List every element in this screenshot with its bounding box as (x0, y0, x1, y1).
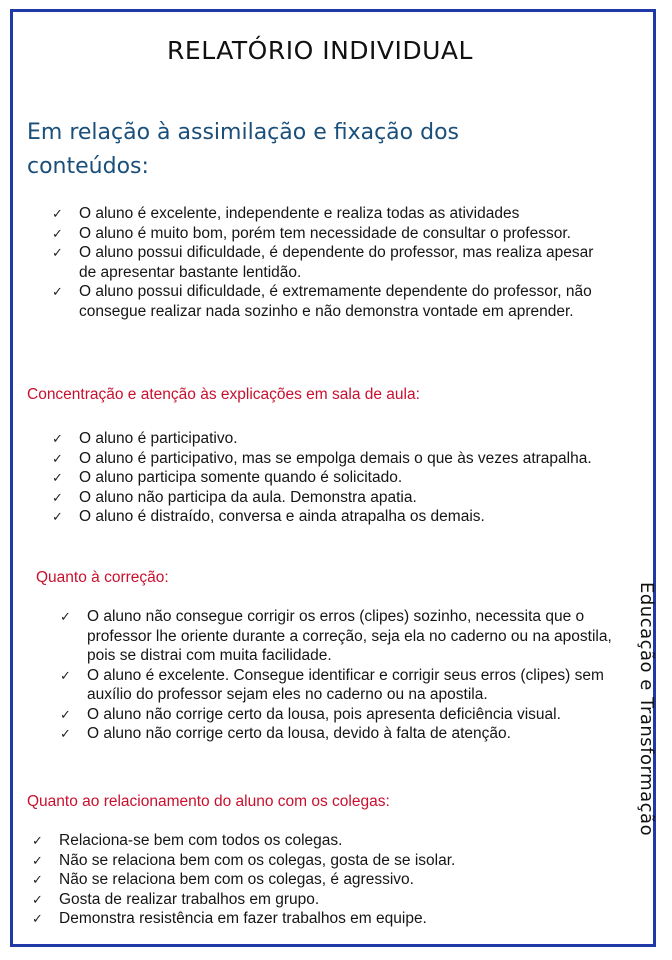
checkmark-icon: ✓ (32, 911, 43, 926)
checkmark-icon: ✓ (52, 225, 63, 241)
checkmark-icon: ✓ (52, 206, 63, 221)
list-item: ✓ O aluno é excelente, independente e realiza todas as atividades (52, 205, 520, 222)
checkmark-icon: ✓ (52, 284, 63, 299)
relationship-list (32, 831, 612, 929)
list-item: ✓ O aluno não consegue corrigir os erros (clipes) sozinho, necessita que o professor lhe oriente durante a correção, seja ela no caderno ou na apostila, pois se distrai com muita facilidade. (60, 608, 612, 664)
list-item: ✓ Não se relaciona bem com os colegas, é agressivo. (32, 871, 414, 888)
assimilation-list (52, 204, 612, 321)
list-item: ✓ Demonstra resistência em fazer trabalhos em equipe. (32, 910, 427, 927)
checkmark-icon: ✓ (32, 872, 43, 887)
side-watermark-text: Educação e Transformação (636, 582, 657, 837)
list-item: ✓ O aluno é muito bom, porém tem necessidade de consultar o professor. (52, 224, 571, 242)
checkmark-icon: ✓ (32, 852, 43, 868)
checkmark-icon: ✓ (52, 470, 63, 485)
section-heading-correction: Quanto à correção: (36, 569, 169, 586)
intro-heading: Em relação à assimilação e fixação dos conteúdos: (27, 120, 460, 179)
checkmark-icon: ✓ (60, 609, 71, 624)
checkmark-icon: ✓ (52, 509, 63, 524)
checkmark-icon: ✓ (52, 489, 63, 505)
list-item: ✓ O aluno é distraído, conversa e ainda atrapalha os demais. (52, 508, 485, 525)
list-item: ✓ O aluno possui dificuldade, é extremamente dependente do professor, não consegue realizar nada sozinho e não demonstra vontade em aprender. (52, 283, 592, 320)
checkmark-icon: ✓ (52, 431, 63, 446)
list-item: ✓ O aluno não corrige certo da lousa, pois apresenta deficiência visual. (60, 705, 561, 723)
list-item: ✓ O aluno é excelente. Consegue identificar e corrigir seus erros (clipes) sem auxílio do professor sejam eles no caderno ou na apostila. (60, 666, 604, 703)
list-item: ✓ O aluno não participa da aula. Demonstra apatia. (52, 488, 417, 506)
list-item: ✓ Relaciona-se bem com todos os colegas. (32, 832, 343, 849)
list-item: ✓ O aluno é participativo. (52, 430, 238, 447)
list-item: ✓ O aluno participa somente quando é solicitado. (52, 469, 403, 486)
checkmark-icon: ✓ (60, 667, 71, 683)
concentration-list (52, 429, 612, 527)
checkmark-icon: ✓ (32, 891, 43, 907)
checkmark-icon: ✓ (52, 450, 63, 466)
list-item: ✓ Não se relaciona bem com os colegas, gosta de se isolar. (32, 851, 456, 869)
list-item: ✓ O aluno possui dificuldade, é dependente do professor, mas realiza apesar de apresentar bastante lentidão. (52, 244, 594, 281)
checkmark-icon: ✓ (60, 726, 71, 741)
checkmark-icon: ✓ (32, 833, 43, 848)
page-title: RELATÓRIO INDIVIDUAL (167, 36, 473, 65)
list-item: ✓ O aluno não corrige certo da lousa, devido à falta de atenção. (60, 725, 511, 742)
correction-list (60, 607, 620, 744)
section-heading-relationship: Quanto ao relacionamento do aluno com os colegas: (27, 793, 390, 810)
list-item: ✓ Gosta de realizar trabalhos em grupo. (32, 890, 320, 908)
list-item: ✓ O aluno é participativo, mas se empolga demais o que às vezes atrapalha. (52, 449, 592, 467)
section-heading-concentration: Concentração e atenção às explicações em sala de aula: (27, 386, 420, 403)
checkmark-icon: ✓ (52, 245, 63, 260)
checkmark-icon: ✓ (60, 706, 71, 722)
